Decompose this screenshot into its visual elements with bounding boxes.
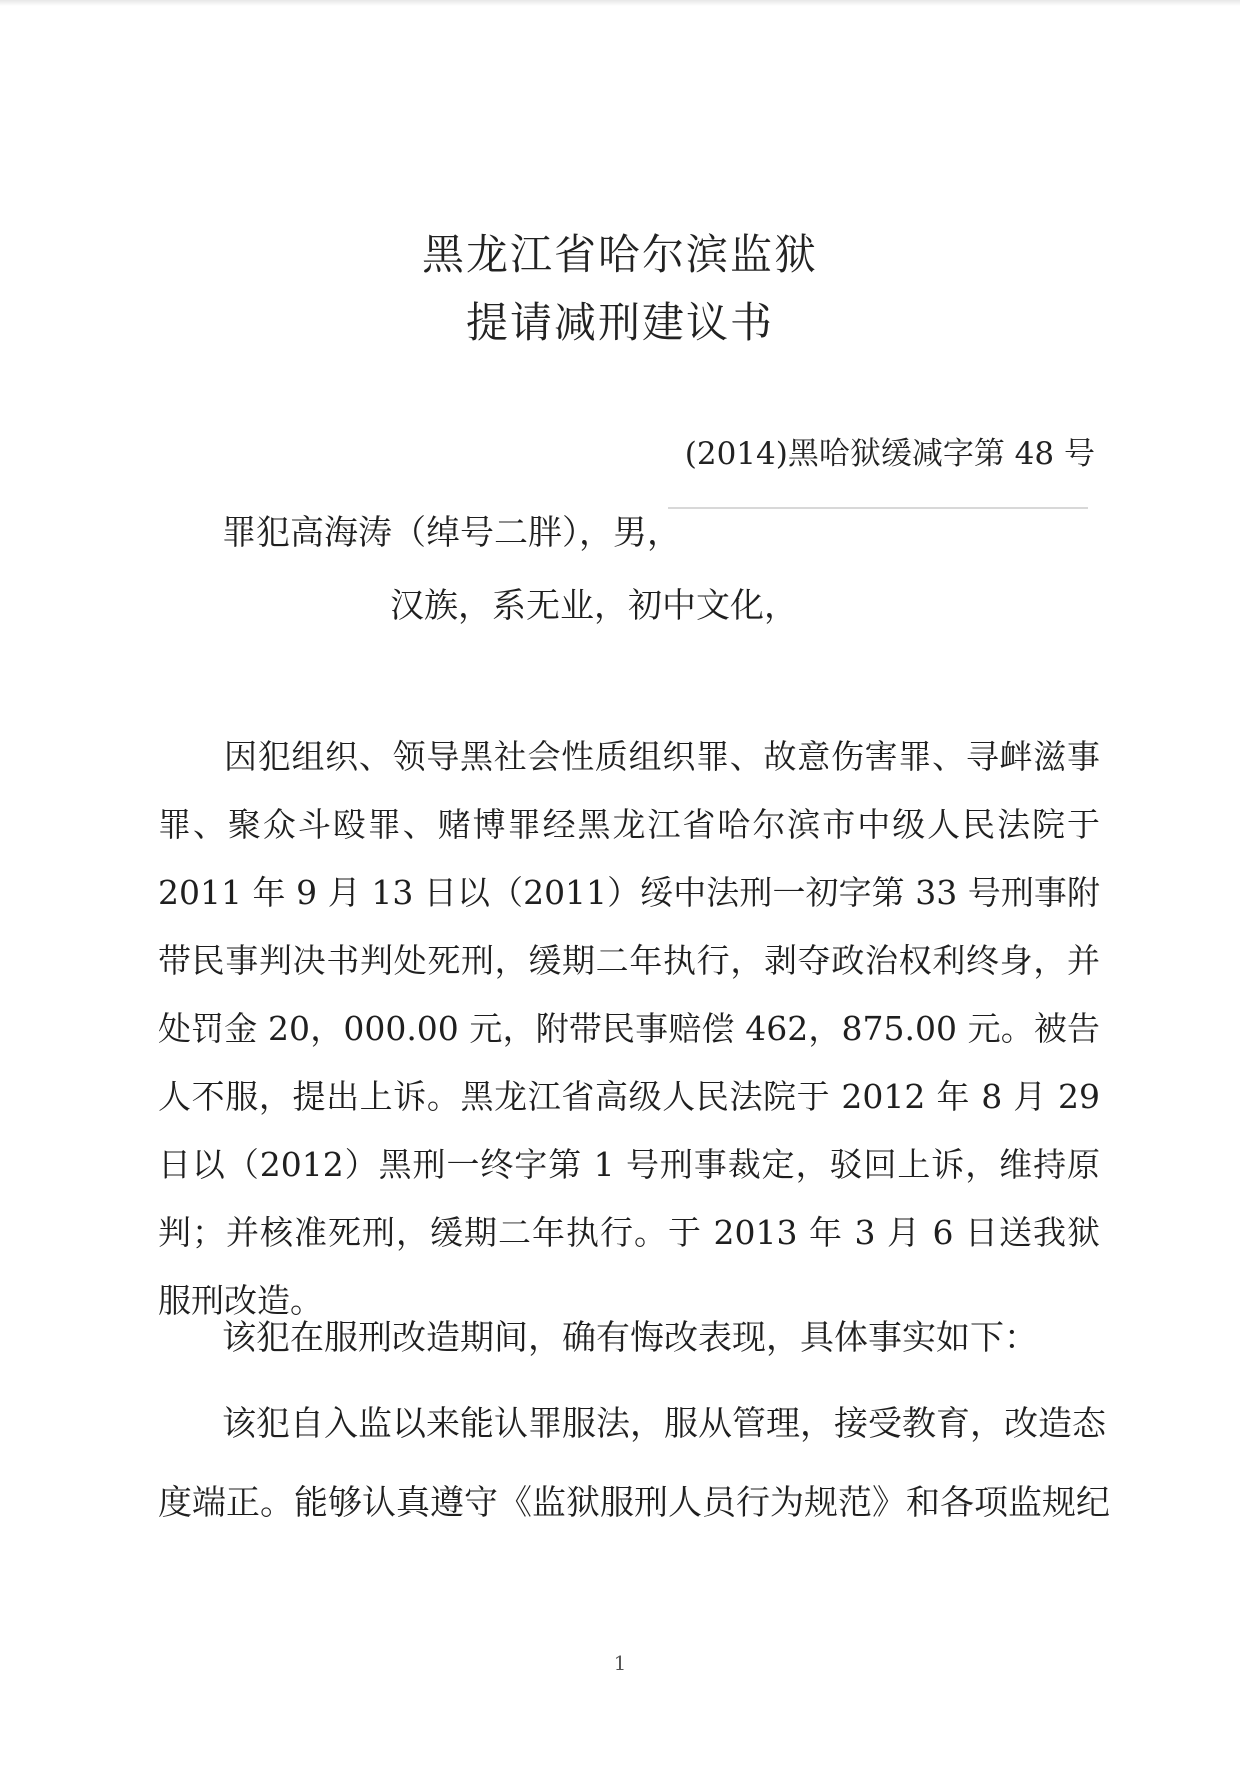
intro-line-2: 汉族，系无业，初中文化， (390, 586, 798, 626)
paragraph-conduct-line1: 该犯自入监以来能认罪服法，服从管理，接受教育，改造态 (222, 1404, 1106, 1444)
document-number: (2014)黑哈狱缓减字第 48 号 (684, 436, 1095, 472)
intro-line-1: 罪犯高海涛（绰号二胖），男， (222, 513, 681, 553)
paragraph-summary: 该犯在服刑改造期间，确有悔改表现，具体事实如下： (222, 1318, 1038, 1358)
page-number: 1 (613, 1651, 627, 1675)
paragraph-conduct-line2: 度端正。能够认真遵守《监狱服刑人员行为规范》和各项监规纪 (158, 1483, 1110, 1523)
redaction-mark (668, 507, 1088, 509)
paragraph-sentence: 因犯组织、领导黑社会性质组织罪、故意伤害罪、寻衅滋事罪、聚众斗殴罪、赌博罪经黑龙江省哈尔滨市中级人民法院于2011 年 9 月 13 日以（2011）绥中法刑一初字第 33 号刑事附带民事判决书判处死刑，缓期二年执行，剥夺政治权利终身，并处罚金 20，000.00 元，附带民事赔偿 462，875.00 元。被告人不服，提出上诉。黑龙江省高级人民法院于 2012 年 8 月 29 日以（2012）黑刑一终字第 1 号刑事裁定，驳回上诉，维持原判；并核准死刑，缓期二年执行。于 2013 年 3 月 6 日送我狱服刑改造。 (158, 737, 1100, 1320)
document-title-line2: 提请减刑建议书 (465, 298, 774, 347)
document-title-line1: 黑龙江省哈尔滨监狱 (421, 230, 818, 279)
scan-edge (0, 0, 1240, 6)
